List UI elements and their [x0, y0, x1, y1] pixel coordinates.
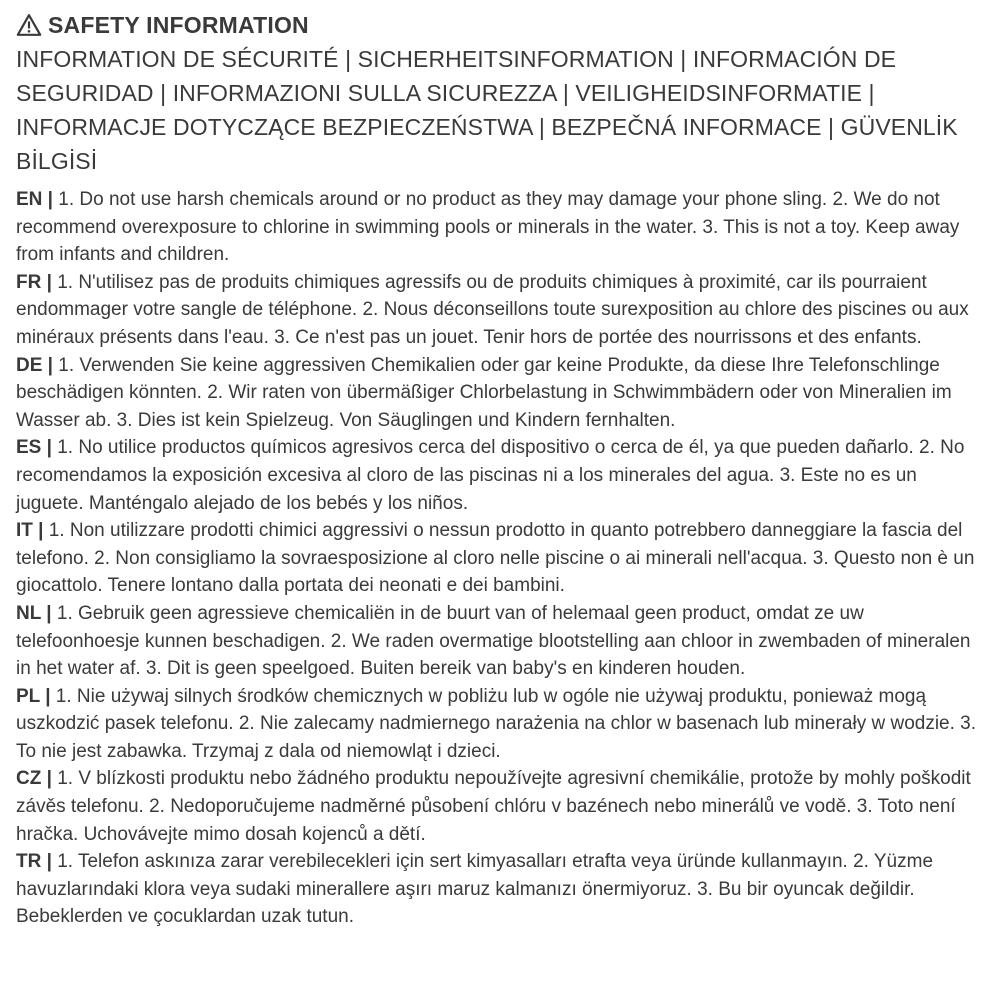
entry-language-code: PL | — [16, 685, 51, 707]
entry-language-code: CZ | — [16, 768, 52, 790]
entry-text: 1. N'utilisez pas de produits chimiques agressifs ou de produits chimiques à proximité, car ils pourraient endommager votre sangle de téléphone. 2. Nous déconseillons toute surexposition au chlore des piscines ou aux minéraux présents dans l'eau. 3. Ce n'est pas un jouet. Tenir hors de portée des nourrissons et des enfants. — [16, 271, 969, 348]
entry-text: 1. Telefon askınıza zarar verebilecekleri için sert kimyasalları etrafta veya üründe kullanmayın. 2. Yüzme havuzlarındaki klora veya sudaki minerallere aşırı maruz kalmanızı önermiyoruz. 3. Bu bir oyuncak değildir. Bebeklerden ve çocuklardan uzak tutun. — [16, 851, 934, 928]
entry-en — [16, 186, 984, 269]
entry-text: 1. Nie używaj silnych środków chemicznych w pobliżu lub w ogóle nie używaj produktu, ponieważ mogą uszkodzić pasek telefonu. 2. Nie zalecamy nadmiernego narażenia na chlor w basenach lub minerały w wodzie. 3. To nie jest zabawka. Trzymaj z dala od niemowląt i dzieci. — [16, 685, 977, 762]
entry-pl — [16, 683, 984, 766]
entry-text: 1. Do not use harsh chemicals around or no product as they may damage your phone sling. 2. We do not recommend overexposure to chlorine in swimming pools or minerals in the water. 3. This is not a toy. Keep away from infants and children. — [16, 189, 960, 266]
entries-list — [16, 186, 984, 931]
entry-tr — [16, 848, 984, 931]
warning-triangle-icon — [16, 13, 42, 37]
page-title — [16, 10, 984, 40]
entry-fr — [16, 269, 984, 352]
entry-language-code: EN | — [16, 189, 53, 210]
entry-es — [16, 434, 984, 517]
entry-language-code: DE | — [16, 354, 53, 376]
entry-cz — [16, 765, 984, 848]
entry-text: 1. V blízkosti produktu nebo žádného produktu nepoužívejte agresivní chemikálie, protože by mohly poškodit závěs telefonu. 2. Nedoporučujeme nadměrné působení chlóru v bazénech nebo minerálů ve vodě. 3. Toto není hračka. Uchovávejte mimo dosah kojenců a dětí. — [16, 768, 971, 845]
entry-nl — [16, 600, 984, 683]
entry-text: 1. Gebruik geen agressieve chemicaliën in de buurt van of helemaal geen product, omdat ze uw telefoonhoesje kunnen beschadigen. 2. We raden overmatige blootstelling aan chloor in zwembaden of mineralen in het water af. 3. Dit is geen speelgoed. Buiten bereik van baby's en kinderen houden. — [16, 602, 971, 680]
entry-language-code: IT | — [16, 520, 44, 542]
title-text: SAFETY INFORMATION — [48, 12, 309, 38]
entry-language-code: FR | — [16, 271, 52, 293]
entry-text: 1. Verwenden Sie keine aggressiven Chemikalien oder gar keine Produkte, da diese Ihre Telefonschlinge beschädigen könnten. 2. Wir raten von übermäßiger Chlorbelastung in Schwimmbädern oder von Mineralien im Wasser ab. 3. Dies ist kein Spielzeug. Von Säuglingen und Kindern fernhalten. — [16, 354, 952, 431]
entry-language-code: ES | — [16, 437, 52, 459]
entry-language-code: NL | — [16, 602, 52, 624]
entry-language-code: TR | — [16, 851, 52, 873]
entry-it — [16, 517, 984, 600]
entry-text: 1. No utilice productos químicos agresivos cerca del dispositivo o cerca de él, ya que pueden dañarlo. 2. No recomendamos la exposición excesiva al cloro de las piscinas ni a los minerales del agua. 3. Este no es un juguete. Manténgalo alejado de los bebés y los niños. — [16, 437, 965, 514]
multilingual-heading: INFORMATION DE SÉCURITÉ | SICHERHEITSINFORMATION | INFORMACIÓN DE SEGURIDAD | INFORMAZIONI SULLA SICUREZZA | VEILIGHEIDSINFORMATIE | INFORMACJE DOTYCZĄCE BEZPIECZEŃSTWA | BEZPEČNÁ INFORMACE | GÜVENLİK BİLGİSİ — [16, 46, 958, 174]
entry-text: 1. Non utilizzare prodotti chimici aggressivi o nessun prodotto in quanto potrebbero danneggiare la fascia del telefono. 2. Non consigliamo la sovraesposizione al cloro nelle piscine o ai minerali nell'acqua. 3. Questo non è un giocattolo. Tenere lontano dalla portata dei neonati e dei bambini. — [16, 520, 975, 597]
entry-de — [16, 352, 984, 435]
